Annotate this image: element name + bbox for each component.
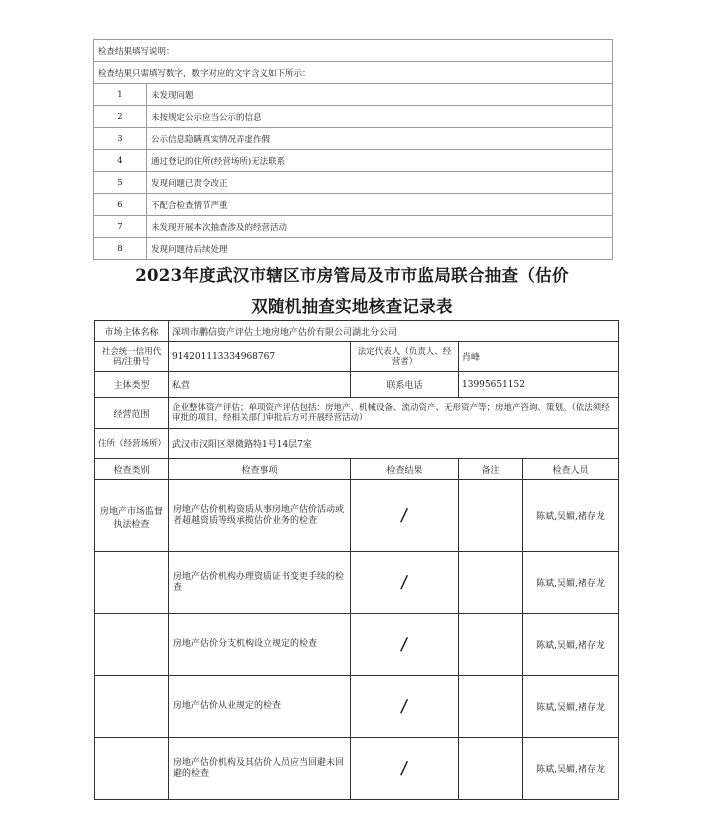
code-number: 1 [94,84,147,106]
code-row [94,150,613,172]
check-category: 房地产市场监督执法检查 [95,480,169,552]
code-text: 未发现开展本次抽查涉及的经营活动 [147,216,613,238]
page-title: 2023年度武汉市辖区市房管局及市市监局联合抽查（估价 [135,266,569,285]
code-row [94,216,613,238]
check-remark [459,614,523,676]
code-number: 3 [94,128,147,150]
address: 武汉市汉阳区翠微路特1号14层7室 [169,429,619,459]
check-item: 房地产估价从业规定的检查 [169,676,351,738]
check-result: / [400,757,409,780]
check-inspector: 陈斌,吴媚,褚存龙 [523,614,619,676]
code-row [94,194,613,216]
check-row [95,738,619,800]
check-category-empty [95,738,169,800]
phone: 13995651152 [459,372,619,398]
check-row [95,676,619,738]
code-text: 通过登记的住所(经营场所)无法联系 [147,150,613,172]
code-text: 公示信息隐瞒真实情况弄虚作假 [147,128,613,150]
credit-code-label: 社会统一信用代码/注册号 [95,342,169,372]
entity-type: 私营 [169,372,351,398]
entity-name: 深圳市鹏信资产评估土地房地产估价有限公司湖北分公司 [169,321,619,342]
check-category-empty [95,676,169,738]
scope-label: 经营范围 [95,398,169,429]
check-result: / [400,695,409,718]
check-category-empty [95,552,169,614]
code-row [94,84,613,106]
check-remark [459,480,523,552]
code-text: 未发现问题 [147,84,613,106]
code-number: 7 [94,216,147,238]
check-item: 房地产估价机构办理资质证书变更手续的检查 [169,552,351,614]
code-text: 不配合检查情节严重 [147,194,613,216]
check-inspector: 陈斌,吴媚,褚存龙 [523,552,619,614]
legal-rep: 肖峰 [459,342,619,372]
check-row [95,552,619,614]
check-item: 房地产估价分支机构设立规定的检查 [169,614,351,676]
check-result: / [400,571,409,594]
check-row [95,614,619,676]
address-label: 住所（经营场所） [95,429,169,459]
code-row [94,128,613,150]
credit-code: 914201113334968767 [169,342,351,372]
header-remark: 备注 [459,459,523,480]
header-category: 检查类别 [95,459,169,480]
check-result: / [400,504,409,527]
entity-type-label: 主体类型 [95,372,169,398]
code-row [94,106,613,128]
check-inspector: 陈斌,吴媚,褚存龙 [523,738,619,800]
instructions-heading: 检查结果填写说明： [94,40,613,62]
page-subtitle: 双随机抽查实地核查记录表 [251,297,453,316]
check-item: 房地产估价机构及其估价人员应当回避未回避的检查 [169,738,351,800]
header-inspector: 检查人员 [523,459,619,480]
check-inspector: 陈斌,吴媚,褚存龙 [523,480,619,552]
check-remark [459,552,523,614]
check-inspector: 陈斌,吴媚,褚存龙 [523,676,619,738]
code-number: 8 [94,238,147,260]
business-scope: 企业整体资产评估；单项资产评估包括：房地产、机械设备、流动资产、无形资产等；房地产咨询、策划。（依法须经审批的项目，经相关部门审批后方可开展经营活动） [169,398,619,429]
code-row [94,238,613,260]
check-category-empty [95,614,169,676]
check-item: 房地产估价机构资质从事房地产估价活动或者超越资质等级承揽估价业务的检查 [169,480,351,552]
code-number: 6 [94,194,147,216]
record-table [94,320,619,800]
code-row [94,172,613,194]
code-text: 未按规定公示应当公示的信息 [147,106,613,128]
header-item: 检查事项 [169,459,351,480]
instructions-table [93,39,613,260]
entity-name-label: 市场主体名称 [95,321,169,342]
check-result: / [400,633,409,656]
legal-rep-label: 法定代表人（负责人、经营者） [351,342,459,372]
code-number: 4 [94,150,147,172]
check-row [95,480,619,552]
check-remark [459,676,523,738]
code-text: 发现问题待后续处理 [147,238,613,260]
check-remark [459,738,523,800]
code-text: 发现问题已责令改正 [147,172,613,194]
instructions-note: 检查结果只需填写数字，数字对应的文字含义如下所示： [94,62,613,84]
code-number: 5 [94,172,147,194]
phone-label: 联系电话 [351,372,459,398]
code-number: 2 [94,106,147,128]
header-result: 检查结果 [351,459,459,480]
